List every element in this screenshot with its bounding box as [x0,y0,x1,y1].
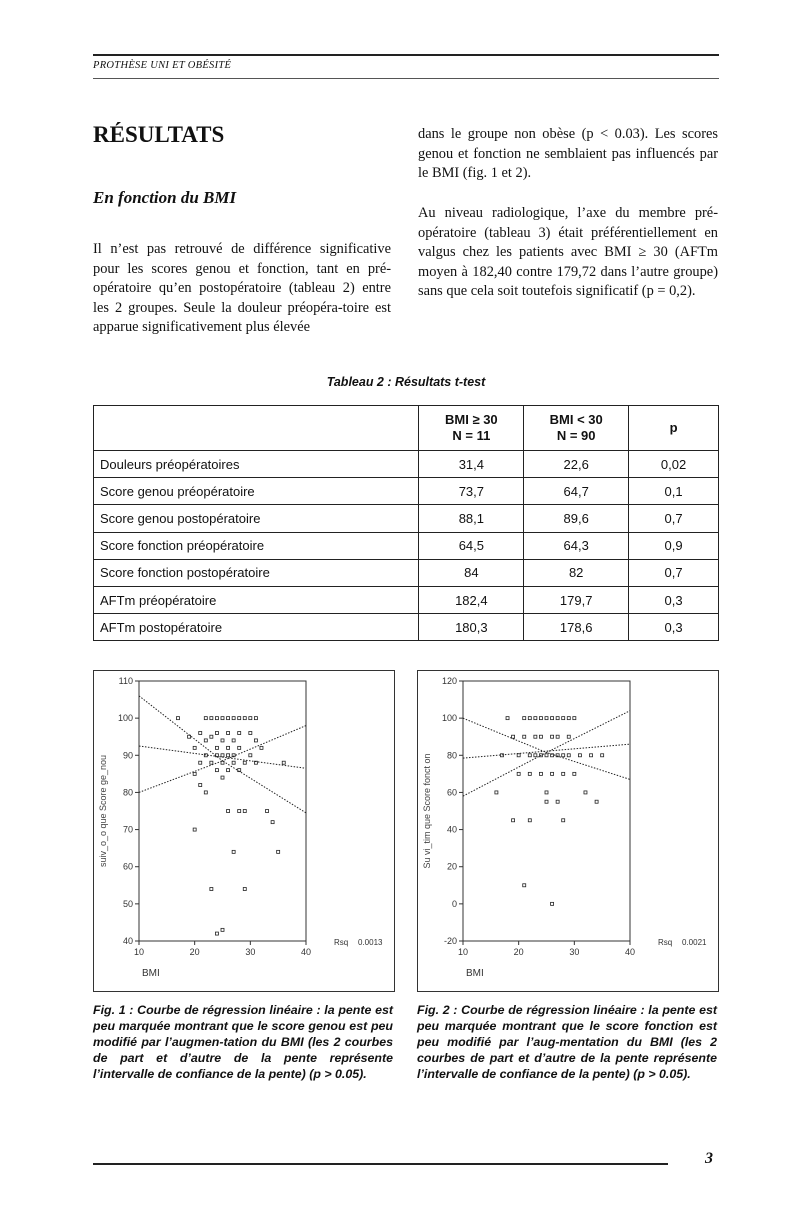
data-point [199,784,202,787]
data-point [545,754,548,757]
data-point [227,754,230,757]
y-tick-label: 90 [122,750,133,761]
figure-1-caption: Fig. 1 : Courbe de régression linéaire : la pente est peu marquée montrant que le score genou est peu modifié par l’augmen-tation du BMI (les 2 courbes de part et d’autre de la pente représente l’intervalle de confiance de la pente) (p > 0.05). [93,1003,393,1081]
y-tick-label: 100 [441,713,457,724]
table-header-cell [419,406,524,451]
row-label: Score fonction postopératoire [94,559,419,586]
data-point [210,761,213,764]
x-tick-label: 40 [300,947,312,957]
regression-line [463,744,630,758]
data-point [227,717,230,720]
y-tick-label: 40 [446,824,457,835]
value-bmi-low: 178,6 [524,614,629,641]
data-point [243,761,246,764]
rsq-value: 0.0013 [358,938,383,947]
x-tick-label: 40 [624,947,636,957]
data-point [506,717,509,720]
figure-1 [93,670,395,992]
data-point [495,791,498,794]
data-point [512,819,515,822]
table-row [94,451,719,478]
header-bmi-high: BMI ≥ 30 N = 11 [445,412,498,443]
value-bmi-high: 73,7 [419,478,524,505]
data-point [562,772,565,775]
table-row [94,532,719,559]
data-point [556,717,559,720]
ci-lower-curve [463,753,630,797]
y-tick-label: 40 [122,936,133,946]
data-point [573,717,576,720]
data-point [199,732,202,735]
table-header-row [94,406,719,451]
rsq-value: 0.0021 [682,938,707,947]
value-p: 0,3 [629,586,719,613]
data-point [243,717,246,720]
figure-2-caption: Fig. 2 : Courbe de régression linéaire : la pente est peu marquée montrant que le score fonction est peu modifié par l’aug-mentation du BMI (les 2 courbes de part et d’autre de la pente représente l’intervalle de confiance de la pente) (p > 0.05). [417,1003,717,1081]
footer-rule [93,1163,668,1165]
data-point [528,772,531,775]
data-point [227,732,230,735]
row-label: AFTm préopératoire [94,586,419,613]
value-bmi-high: 31,4 [419,451,524,478]
data-point [562,754,565,757]
data-point [523,735,526,738]
data-point [243,810,246,813]
data-point [204,739,207,742]
data-point [193,828,196,831]
data-point [539,772,542,775]
data-point [238,717,241,720]
data-point [282,761,285,764]
y-tick-label: 60 [446,787,457,798]
data-point [562,819,565,822]
data-point [517,754,520,757]
y-axis-label: suiv_o_o que Score ge_nou [98,754,108,868]
y-tick-label: 70 [122,824,133,835]
subsection-title: En fonction du BMI [93,188,237,207]
data-point [528,754,531,757]
row-label: AFTm postopératoire [94,614,419,641]
data-point [210,735,213,738]
value-bmi-high: 64,5 [419,532,524,559]
data-point [232,850,235,853]
data-point [227,769,230,772]
data-point [193,746,196,749]
value-p: 0,1 [629,478,719,505]
data-point [260,746,263,749]
data-point [601,754,604,757]
value-bmi-low: 179,7 [524,586,629,613]
data-point [204,717,207,720]
data-point [551,772,554,775]
data-point [578,754,581,757]
data-point [551,717,554,720]
data-point [271,821,274,824]
section-title: RÉSULTATS [93,122,225,147]
row-label: Score genou préopératoire [94,478,419,505]
data-point [528,717,531,720]
header-bmi-low: BMI < 30 N = 90 [549,412,603,443]
ci-upper-curve [139,696,306,761]
data-point [232,761,235,764]
data-point [210,888,213,891]
row-label: Douleurs préopératoires [94,451,419,478]
data-point [232,739,235,742]
running-header [93,54,719,79]
x-tick-label: 10 [457,947,469,957]
paragraph-right-1: dans le groupe non obèse (p < 0.03). Les scores genou et fonction ne semblaient pas influencés par le BMI (fig. 1 et 2). [418,126,718,181]
rsq-label: Rsq [334,938,349,947]
scatter-chart-score-genou [94,671,394,991]
data-point [238,746,241,749]
data-point [221,776,224,779]
regression-line [139,746,306,768]
value-bmi-high: 180,3 [419,614,524,641]
y-tick-label: 50 [122,898,133,909]
data-point [193,772,196,775]
data-point [545,791,548,794]
data-point [534,754,537,757]
table-header-cell [94,406,419,451]
paragraph-left: Il n’est pas retrouvé de différence significative pour les scores genou et fonction, tant en pré-opératoire qu’en postopératoire (tableau 2) entre les 2 groupes. Seule la douleur préopéra-toire est apparue significativement plus élevée [93,241,391,335]
y-tick-label: 120 [441,676,457,686]
data-point [238,732,241,735]
data-point [539,717,542,720]
value-p: 0,7 [629,559,719,586]
data-point [567,754,570,757]
page-number: 3 [705,1150,713,1167]
data-point [573,772,576,775]
row-label: Score genou postopératoire [94,505,419,532]
data-point [277,850,280,853]
x-tick-label: 20 [513,947,524,957]
x-axis-label: BMI [466,968,484,979]
data-point [238,810,241,813]
value-bmi-high: 84 [419,559,524,586]
value-p: 0,3 [629,614,719,641]
data-point [556,735,559,738]
data-point [528,819,531,822]
y-tick-label: 110 [118,676,133,686]
data-point [512,735,515,738]
data-point [567,735,570,738]
data-point [551,735,554,738]
data-point [567,717,570,720]
data-point [215,717,218,720]
data-point [221,754,224,757]
value-bmi-low: 89,6 [524,505,629,532]
data-point [545,800,548,803]
value-bmi-low: 82 [524,559,629,586]
data-point [249,717,252,720]
y-tick-label: 80 [122,787,133,798]
data-point [254,739,257,742]
data-point [249,754,252,757]
figure-2 [417,670,719,992]
data-point [227,746,230,749]
data-point [266,810,269,813]
value-bmi-low: 22,6 [524,451,629,478]
data-point [562,717,565,720]
data-point [176,717,179,720]
data-point [249,732,252,735]
value-bmi-high: 88,1 [419,505,524,532]
results-table [93,405,719,641]
data-point [545,717,548,720]
data-point [199,761,202,764]
data-point [215,932,218,935]
y-tick-label: 0 [451,898,457,909]
table-header-cell: p [629,406,719,451]
x-tick-label: 20 [189,947,200,957]
data-point [595,800,598,803]
running-title: PROTHÈSE UNI ET OBÉSITÉ [93,60,232,71]
paragraph-right-2: Au niveau radiologique, l’axe du membre pré-opératoire (tableau 3) était préférentiellement en valgus chez les patients avec BMI ≥ 30 (AFTm moyen à 182,40 contre 179,72 dans l’autre groupe) sans que cela soit toutefois significatif (p = 0,2). [418,205,718,299]
data-point [584,791,587,794]
y-tick-label: 100 [117,713,133,724]
y-axis-label: Su vi_tim que Score fonct on [422,753,432,869]
data-point [539,735,542,738]
table-row [94,478,719,505]
value-bmi-low: 64,3 [524,532,629,559]
ci-lower-curve [139,761,306,813]
value-bmi-low: 64,7 [524,478,629,505]
table-row [94,586,719,613]
data-point [254,717,257,720]
data-point [556,800,559,803]
y-tick-label: 80 [446,750,457,761]
table-header-cell [524,406,629,451]
row-label: Score fonction préopératoire [94,532,419,559]
data-point [590,754,593,757]
scatter-chart-score-fonction [418,671,718,991]
data-point [221,739,224,742]
x-axis-label: BMI [142,968,160,979]
data-point [210,717,213,720]
y-tick-label: 20 [446,861,457,872]
data-point [221,717,224,720]
data-point [232,717,235,720]
value-p: 0,7 [629,505,719,532]
x-tick-label: 30 [569,947,580,957]
data-point [534,717,537,720]
data-point [523,717,526,720]
data-point [517,772,520,775]
data-point [215,746,218,749]
data-point [188,735,191,738]
rsq-label: Rsq [658,938,673,947]
data-point [215,769,218,772]
table-row [94,505,719,532]
y-tick-label: 60 [122,861,133,872]
data-point [551,902,554,905]
data-point [227,810,230,813]
data-point [215,732,218,735]
value-p: 0,9 [629,532,719,559]
table-row [94,559,719,586]
table-caption: Tableau 2 : Résultats t-test [326,375,486,389]
value-bmi-high: 182,4 [419,586,524,613]
table-row [94,614,719,641]
x-tick-label: 10 [133,947,145,957]
data-point [204,791,207,794]
value-p: 0,02 [629,451,719,478]
data-point [523,884,526,887]
y-tick-label: -20 [443,936,457,946]
data-point [243,888,246,891]
x-tick-label: 30 [245,947,256,957]
data-point [221,928,224,931]
data-point [534,735,537,738]
